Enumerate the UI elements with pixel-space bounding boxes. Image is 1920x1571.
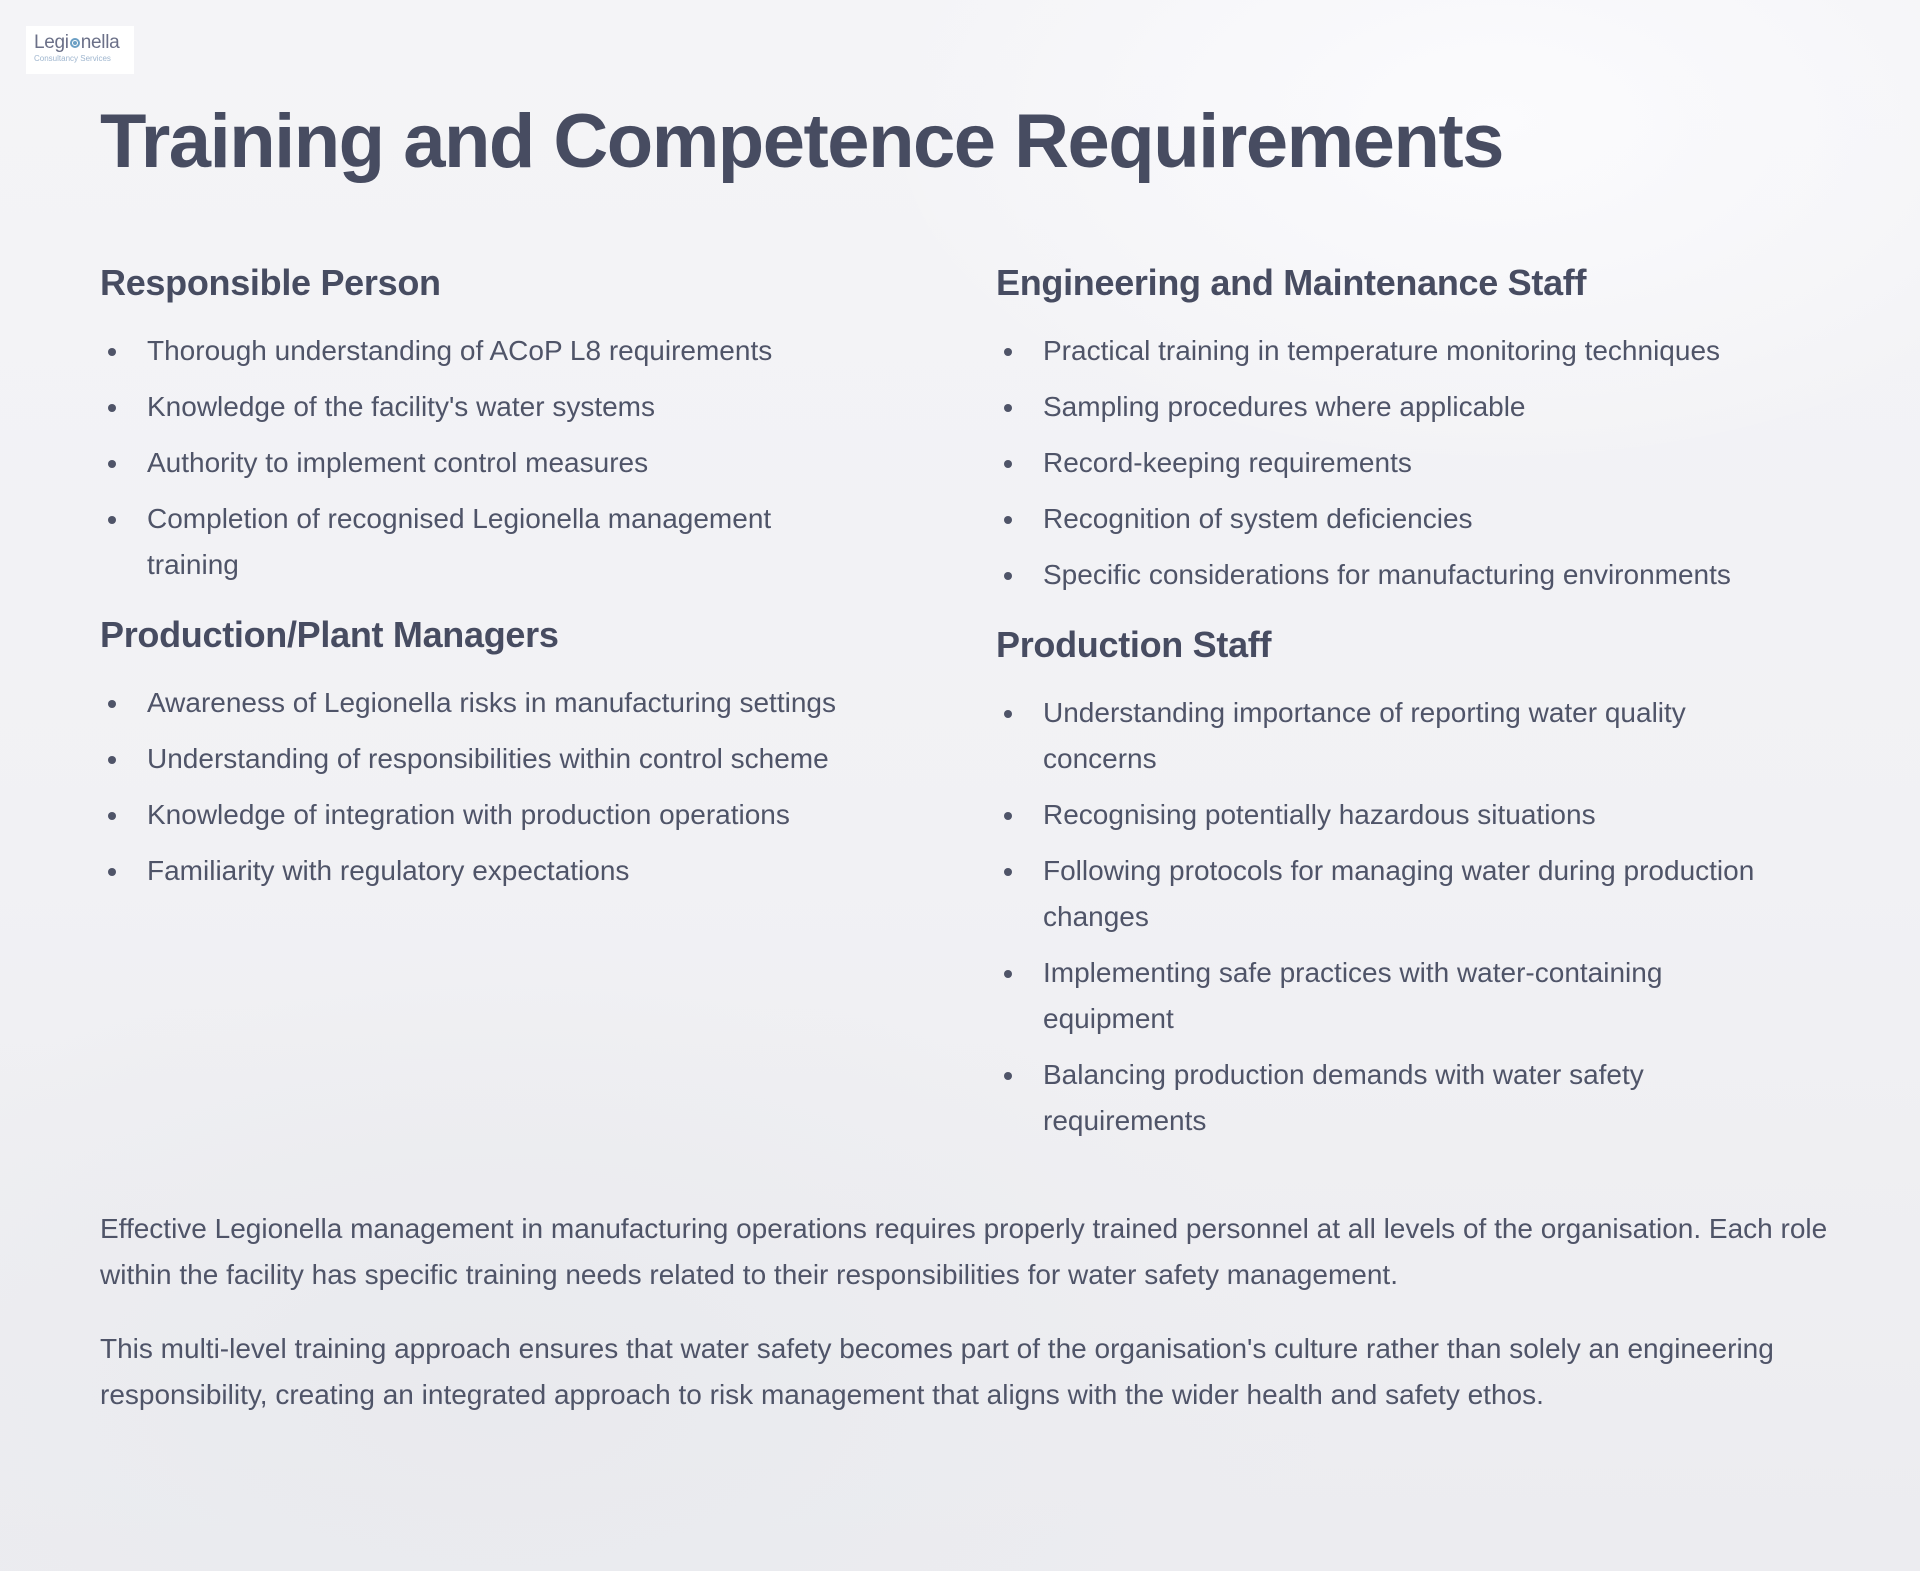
responsible-person-list: [100, 328, 920, 588]
list-item: Familiarity with regulatory expectations: [100, 848, 920, 894]
page-title: Training and Competence Requirements: [100, 99, 1503, 184]
list-item: Practical training in temperature monitoring techniques: [996, 328, 1846, 374]
right-column: [996, 262, 1846, 1170]
list-item: Knowledge of integration with production operations: [100, 792, 920, 838]
list-item: Thorough understanding of ACoP L8 requirements: [100, 328, 920, 374]
logo-wordmark: Legi nella: [34, 32, 120, 53]
list-item: Awareness of Legionella risks in manufacturing settings: [100, 680, 920, 726]
logo-circle-icon: [70, 38, 80, 48]
left-column: [100, 262, 920, 920]
list-item: Balancing production demands with water safety requirements: [996, 1052, 1743, 1144]
section-heading-engineering-staff: Engineering and Maintenance Staff: [996, 262, 1587, 303]
list-item: Record-keeping requirements: [996, 440, 1846, 486]
list-item: Recognition of system deficiencies: [996, 496, 1846, 542]
list-item: Following protocols for managing water during production changes: [996, 848, 1846, 940]
logo-subtitle: Consultancy Services: [34, 54, 111, 63]
production-managers-list: [100, 680, 920, 894]
list-item: Authority to implement control measures: [100, 440, 920, 486]
body-paragraphs: [100, 1206, 1830, 1446]
list-item: Understanding importance of reporting water quality concerns: [996, 690, 1783, 782]
section-heading-production-staff: Production Staff: [996, 624, 1272, 665]
section-heading-responsible-person: Responsible Person: [100, 262, 441, 303]
production-staff-list: [996, 690, 1846, 1144]
list-item: Understanding of responsibilities within control scheme: [100, 736, 920, 782]
company-logo: [26, 26, 134, 74]
intro-paragraph: Effective Legionella management in manufacturing operations requires properly trained personnel at all levels of the organisation. Each role within the facility has specific training needs related to their responsibilities for water safety management.: [100, 1213, 1828, 1290]
list-item: Recognising potentially hazardous situations: [996, 792, 1846, 838]
summary-paragraph: This multi-level training approach ensures that water safety becomes part of the organisation's culture rather than solely an engineering responsibility, creating an integrated approach to risk management that aligns with the wider health and safety ethos.: [100, 1333, 1774, 1410]
list-item: Sampling procedures where applicable: [996, 384, 1846, 430]
list-item: Knowledge of the facility's water systems: [100, 384, 920, 430]
list-item: Specific considerations for manufacturing environments: [996, 552, 1846, 598]
section-heading-production-managers: Production/Plant Managers: [100, 614, 559, 655]
list-item: Completion of recognised Legionella management training: [100, 496, 867, 588]
engineering-staff-list: [996, 328, 1846, 598]
list-item: Implementing safe practices with water-containing equipment: [996, 950, 1783, 1042]
